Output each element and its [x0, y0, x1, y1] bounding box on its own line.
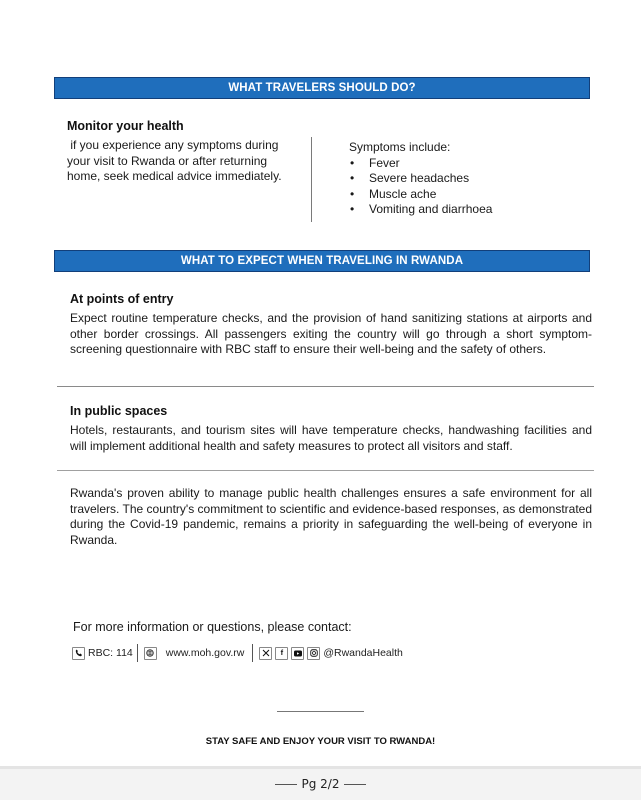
tagline-rule — [277, 711, 364, 712]
column-divider — [311, 137, 312, 222]
symptoms-block — [349, 140, 569, 218]
page-indicator — [0, 777, 641, 791]
public-spaces-title: In public spaces — [70, 404, 168, 418]
separator — [137, 644, 138, 662]
x-icon[interactable] — [259, 647, 272, 660]
symptom-item: • Vomiting and diarrhoea — [349, 202, 569, 218]
instagram-icon[interactable] — [307, 647, 320, 660]
public-spaces-text: Hotels, restaurants, and tourism sites will have temperature checks, handwashing facilities and will implement additional health and safety measures to protect all visitors and staff. — [70, 423, 592, 453]
points-of-entry-text: Expect routine temperature checks, and the provision of hand sanitizing stations at airports and other border crossings. All passengers exiting the country will go through a short symptom-screening questionnaire with RBC staff to ensure their well-being and the safety of others. — [70, 311, 592, 357]
monitor-health-title: Monitor your health — [67, 119, 184, 133]
symptoms-list — [349, 156, 569, 218]
monitor-health-paragraph: if you experience any symptoms during your visit to Rwanda or after returning home, seek medical advice immediately. — [67, 138, 282, 184]
facebook-icon[interactable]: f — [275, 647, 288, 660]
section-header-what-travelers-should-do: WHAT TRAVELERS SHOULD DO? — [54, 77, 590, 99]
website-link[interactable]: www.moh.gov.rw — [165, 647, 245, 659]
points-of-entry-title: At points of entry — [70, 292, 174, 306]
contact-row — [72, 645, 403, 661]
phone-number[interactable]: RBC: 114 — [88, 647, 133, 659]
divider — [57, 386, 594, 387]
contact-intro: For more information or questions, please contact: — [73, 620, 352, 634]
monitor-health-text — [67, 138, 282, 185]
globe-icon — [144, 647, 157, 660]
phone-icon — [72, 647, 85, 660]
closing-paragraph: Rwanda's proven ability to manage public health challenges ensures a safe environment for all travelers. The country's commitment to scientific and evidence-based responses, as demonstrated during the Covid-19 pandemic, remains a priority in safeguarding the well-being of everyone in Rwanda. — [70, 486, 592, 547]
dash — [344, 784, 366, 785]
youtube-icon[interactable] — [291, 647, 304, 660]
dash — [275, 784, 297, 785]
page-number: Pg 2/2 — [301, 777, 340, 791]
symptoms-intro: Symptoms include: — [349, 140, 451, 154]
divider — [57, 470, 594, 471]
tagline: STAY SAFE AND ENJOY YOUR VISIT TO RWANDA! — [205, 736, 436, 747]
symptom-item: • Fever — [349, 156, 569, 172]
section-header-what-to-expect: WHAT TO EXPECT WHEN TRAVELING IN RWANDA — [54, 250, 590, 272]
separator — [252, 644, 253, 662]
symptom-item: • Severe headaches — [349, 171, 569, 187]
social-handle[interactable]: @RwandaHealth — [323, 647, 403, 659]
symptom-item: • Muscle ache — [349, 187, 569, 203]
